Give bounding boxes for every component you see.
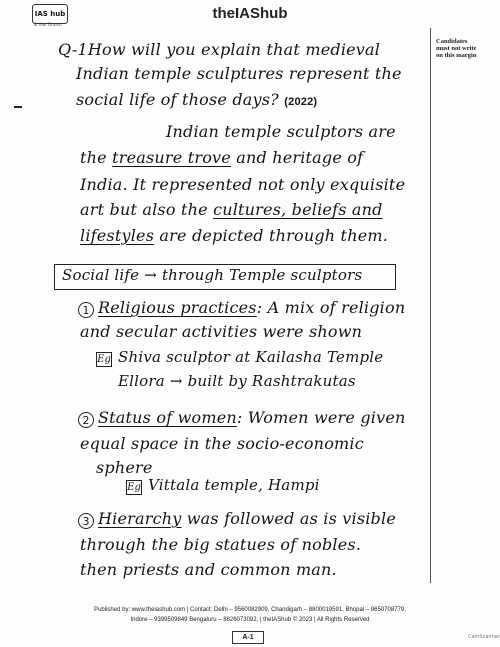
question-line-3 (76, 90, 317, 109)
intro-text: and heritage of (236, 148, 364, 167)
point-1-line-2: and secular activities were shown (80, 322, 363, 341)
point-2-line-2: equal space in the socio-economic (80, 434, 364, 453)
point-1-example-2: Ellora → built by Rashtrakutas (118, 372, 356, 390)
point-2-example-1: Vittala temple, Hampi (148, 476, 320, 494)
point-2-line-3: sphere (96, 458, 153, 477)
intro-line-1: Indian temple sculptors are (166, 122, 396, 141)
question-line-2: Indian temple sculptures represent the (76, 64, 402, 83)
point-2-line-1 (98, 408, 406, 427)
footer-line-1: Published by: www.theiashub.com | Contact: Delhi – 9560082909, Chandigarh – 8800019591, Bhopal – 9650708779, (94, 607, 406, 613)
margin-divider (430, 28, 431, 583)
question-text-3: social life of those days? (76, 90, 279, 109)
point-3-title: Hierarchy (98, 509, 182, 528)
example-label-1: Eg (97, 354, 111, 365)
question-line-1 (58, 40, 380, 59)
point-1-title: Religious practices (98, 298, 257, 317)
intro-line-3: India. It represented not only exquisite (80, 175, 406, 194)
intro-underlined-text: cultures, beliefs and (213, 200, 383, 219)
intro-underlined-text: treasure trove (112, 148, 231, 167)
point-number-1: 1 (78, 302, 94, 318)
point-number-2: 2 (78, 412, 94, 428)
point-1-text: : A mix of religion (256, 298, 406, 317)
point-3-text: was followed as is visible (186, 509, 396, 528)
intro-text: are depicted through them. (159, 226, 389, 245)
intro-underlined-text: lifestyles (80, 226, 155, 245)
page-title: theIAShub (212, 5, 288, 22)
point-3-line-1 (98, 509, 396, 528)
example-label-2: Eg (127, 482, 141, 493)
question-number: Q-1 (58, 40, 88, 59)
intro-text: art but also the (80, 200, 208, 219)
question-text-1: How will you explain that medieval (87, 40, 381, 59)
page-number: A-1 (232, 631, 264, 644)
point-3-line-3: then priests and common man. (80, 560, 337, 579)
footer-line-2: Indore – 9399509849 Bengaluru – 8826073092, | theIAShub © 2023 | All Rights Reserved (130, 617, 370, 623)
point-1-line-1 (98, 298, 405, 317)
point-2-text: : Women were given (236, 408, 406, 427)
point-number-3: 3 (78, 513, 94, 529)
margin-tick-mark (14, 106, 22, 108)
margin-note: Candidates must not write on this margin (436, 38, 477, 59)
logo-tagline: & Your Dream (34, 22, 62, 27)
question-year: (2022) (284, 96, 318, 108)
scanner-watermark: CamScanner (468, 634, 500, 640)
intro-line-4 (80, 200, 383, 219)
section-heading: Social life → through Temple sculptors (62, 266, 363, 284)
intro-line-2 (80, 148, 363, 167)
point-3-line-2: through the big statues of nobles. (80, 535, 362, 554)
point-1-example-1: Shiva sculptor at Kailasha Temple (118, 348, 384, 366)
intro-line-5 (80, 226, 388, 245)
logo-text: IAS hub (34, 10, 66, 18)
intro-text: the (80, 148, 107, 167)
point-2-title: Status of women (98, 408, 237, 427)
